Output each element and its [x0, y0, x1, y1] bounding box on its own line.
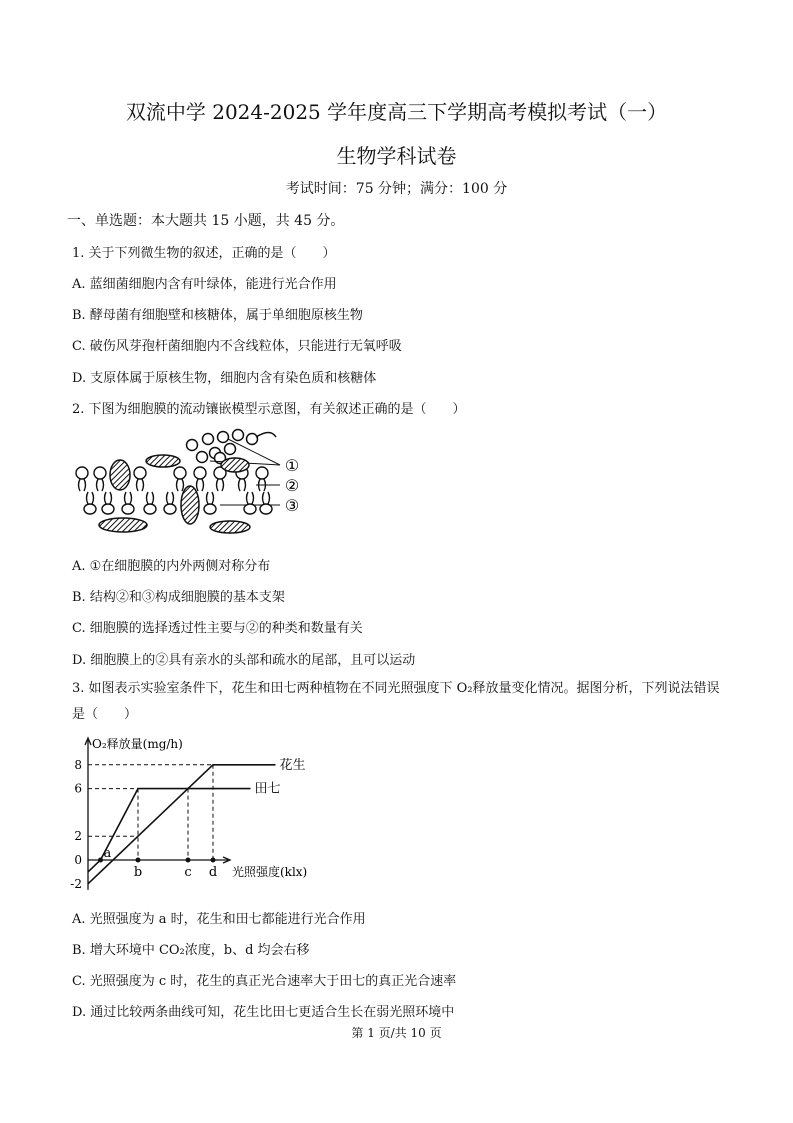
series-label-tianqi: 田七	[254, 781, 281, 797]
exam-info: 考试时间：75 分钟；满分：100 分	[285, 181, 508, 197]
q3-option-c: C. 光照强度为 c 时，花生的真正光合速率大于田七的真正光合速率	[72, 974, 457, 989]
y-tick-label: 2	[74, 829, 82, 844]
x-axis-label: 光照强度(klx)	[232, 865, 308, 879]
svg-text:①: ①	[284, 456, 300, 475]
x-point-marker	[98, 858, 103, 863]
x-point-label: d	[208, 865, 218, 880]
y-tick-label: 0	[74, 853, 82, 867]
diagram-label-2	[285, 476, 299, 495]
x-point-label: a	[103, 846, 112, 861]
y-tick-label: 6	[74, 781, 82, 796]
y-axis-label: O₂释放量(mg/h)	[92, 737, 183, 751]
glycoprotein-chain	[187, 430, 258, 464]
q1-stem: 1. 关于下列微生物的叙述，正确的是（ ）	[72, 246, 336, 261]
q1-option-b: B. 酵母菌有细胞壁和核糖体，属于单细胞原核生物	[72, 308, 363, 323]
x-point-marker	[186, 858, 191, 863]
q1-option-c: C. 破伤风芽孢杆菌细胞内不含线粒体，只能进行无氧呼吸	[72, 339, 402, 354]
exam-subtitle: 生物学科试卷	[336, 144, 457, 168]
exam-title: 双流中学 2024-2025 学年度高三下学期高考模拟考试（一）	[125, 100, 668, 124]
y-tick-label: -2	[70, 876, 82, 891]
q2-option-a: A. ①在细胞膜的内外两侧对称分布	[72, 559, 271, 574]
q2-option-b: B. 结构②和③构成细胞膜的基本支架	[72, 590, 285, 605]
cell-membrane-diagram	[70, 425, 320, 540]
page-number: 第 1 页/共 10 页	[351, 1026, 442, 1040]
phospholipid-bilayer	[76, 467, 272, 514]
q2-stem: 2. 下图为细胞膜的流动镶嵌模型示意图，有关叙述正确的是（ ）	[72, 402, 466, 417]
q3-stem: 3. 如图表示实验室条件下，花生和田七两种植物在不同光照强度下 O₂释放量变化情况。据图分析，下列说法错误 是（ ）	[72, 681, 733, 722]
x-point-label: c	[184, 865, 192, 880]
section-heading: 一、单选题：本大题共 15 小题，共 45 分。	[67, 213, 345, 229]
q3-option-b: B. 增大环境中 CO₂浓度，b、d 均会右移	[72, 943, 310, 958]
x-point-label: b	[133, 865, 143, 880]
x-point-marker	[136, 858, 141, 863]
svg-text:③: ③	[284, 496, 300, 515]
o2-release-chart	[60, 732, 330, 897]
diagram-label-3	[285, 496, 299, 515]
y-tick-label: 8	[74, 757, 82, 772]
q1-option-d: D. 支原体属于原核生物，细胞内含有染色质和核糖体	[72, 371, 377, 386]
diagram-label-1	[285, 456, 299, 475]
membrane-proteins	[99, 455, 250, 533]
q2-option-c: C. 细胞膜的选择透过性主要与②的种类和数量有关	[72, 621, 363, 636]
x-point-marker	[211, 858, 216, 863]
series-label-huasheng: 花生	[279, 757, 306, 773]
q2-option-d: D. 细胞膜上的②具有亲水的头部和疏水的尾部，且可以运动	[72, 653, 416, 668]
q3-option-a: A. 光照强度为 a 时，花生和田七都能进行光合作用	[72, 912, 366, 927]
q3-option-d: D. 通过比较两条曲线可知，花生比田七更适合生长在弱光照环境中	[72, 1005, 455, 1020]
svg-text:②: ②	[284, 476, 300, 495]
q1-option-a: A. 蓝细菌细胞内含有叶绿体，能进行光合作用	[72, 277, 337, 292]
